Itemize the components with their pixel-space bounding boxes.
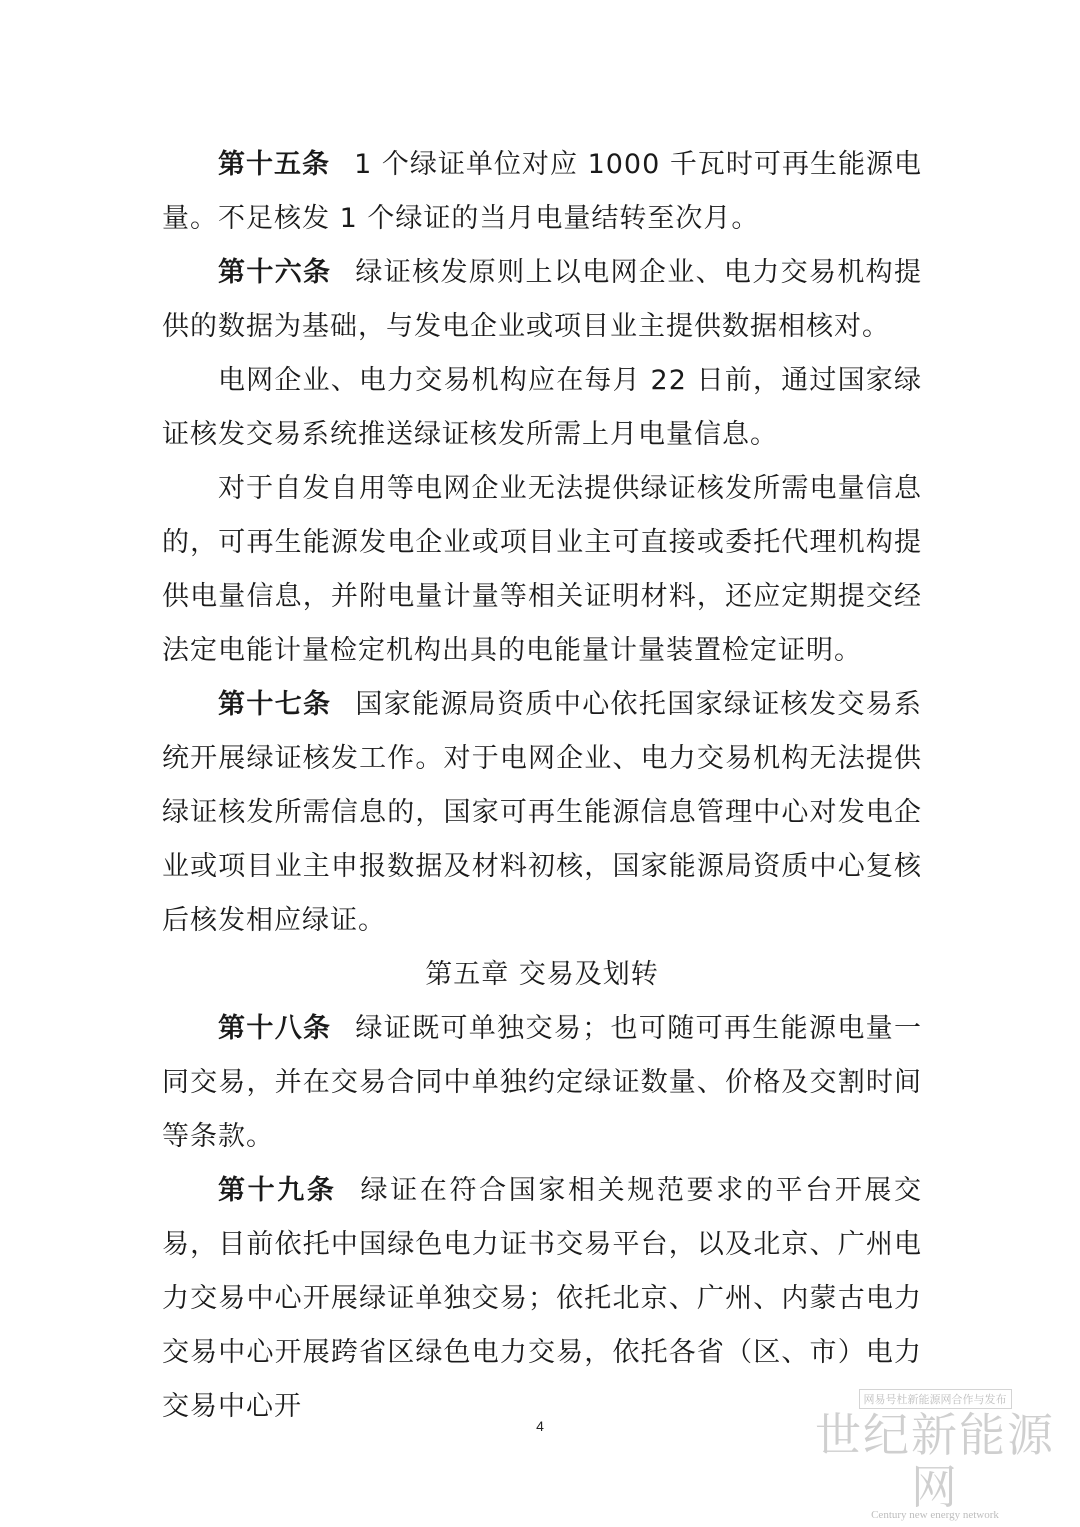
article-text: 绿证既可单独交易；也可随可再生能源电量一同交易，并在交易合同中单独约定绿证数量、价格及交割时间等条款。 bbox=[162, 1013, 923, 1152]
article-label: 第十九条 bbox=[218, 1175, 337, 1206]
article-15 bbox=[162, 138, 922, 246]
article-text: 1 个绿证单位对应 1000 千瓦时可再生能源电量。不足核发 1 个绿证的当月电量结转至次月。 bbox=[162, 149, 923, 234]
watermark-top-text: 网易号杜新能源网合作与发布 bbox=[859, 1389, 1012, 1409]
watermark-sub-text: Century new energy network bbox=[871, 1509, 999, 1521]
article-text: 绿证在符合国家相关规范要求的平台开展交易，目前依托中国绿色电力证书交易平台，以及北京、广州电力交易中心开展绿证单独交易；依托北京、广州、内蒙古电力交易中心开展跨省区绿色电力交易，依托各省（区、市）电力交易中心开 bbox=[162, 1175, 923, 1422]
article-18 bbox=[162, 1002, 922, 1164]
article-label: 第十六条 bbox=[218, 257, 332, 288]
paragraph: 对于自发自用等电网企业无法提供绿证核发所需电量信息的，可再生能源发电企业或项目业主可直接或委托代理机构提供电量信息，并附电量计量等相关证明材料，还应定期提交经法定电能计量检定机构出具的电能量计量装置检定证明。 bbox=[162, 473, 922, 666]
chapter-title: 第五章 交易及划转 bbox=[425, 959, 659, 990]
article-17 bbox=[162, 678, 922, 948]
watermark-logo bbox=[810, 1388, 1060, 1521]
article-text: 国家能源局资质中心依托国家绿证核发交易系统开展绿证核发工作。对于电网企业、电力交易机构无法提供绿证核发所需信息的，国家可再生能源信息管理中心对发电企业或项目业主申报数据及材料初核，国家能源局资质中心复核后核发相应绿证。 bbox=[162, 689, 923, 936]
paragraph: 电网企业、电力交易机构应在每月 22 日前，通过国家绿证核发交易系统推送绿证核发所需上月电量信息。 bbox=[162, 365, 922, 450]
article-19 bbox=[162, 1164, 922, 1434]
article-label: 第十八条 bbox=[218, 1013, 332, 1044]
article-label: 第十五条 bbox=[218, 149, 331, 180]
page-number: 4 bbox=[536, 1418, 544, 1434]
article-text: 绿证核发原则上以电网企业、电力交易机构提供的数据为基础，与发电企业或项目业主提供数据相核对。 bbox=[162, 257, 923, 342]
article-label: 第十七条 bbox=[218, 689, 332, 720]
watermark-main-text: 世纪新能源网 bbox=[815, 1408, 1055, 1514]
body-text bbox=[162, 138, 922, 1434]
article-16 bbox=[162, 246, 922, 354]
